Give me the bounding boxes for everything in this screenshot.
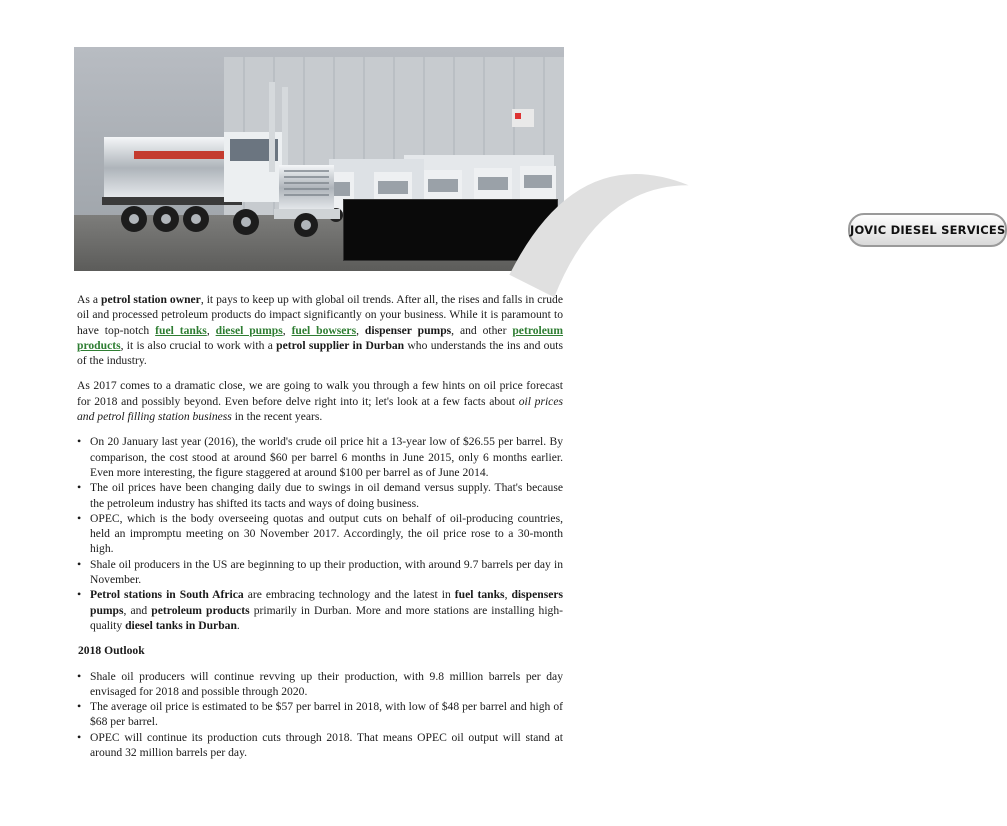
text: , and [123,603,152,617]
article-body [77,292,563,770]
link-diesel-pumps[interactable]: diesel pumps [215,323,283,337]
bold-term: petroleum products [151,603,250,617]
bold-term: diesel tanks in Durban [125,618,237,632]
facts-list [77,434,563,633]
italic-term: oil prices and petrol filling station business [77,394,563,424]
list-item: • Shale oil producers will continue revving up their production, with 9.8 million barrels per day envisaged for 2018 and possible through 2020. [90,669,563,700]
list-item: • OPEC will continue its production cuts through 2018. That means OPEC oil output will stand at around 32 million barrels per day. [90,730,563,761]
text: primarily in Durban. More and more stations are installing high-quality [90,603,563,632]
list-item: • The oil prices have been changing daily due to swings in oil demand versus supply. That's because the petroleum industry has shifted its tacts and ways of doing business. [90,480,563,511]
bold-term: petrol station owner [101,293,201,306]
text: , and other [451,323,513,337]
text: As 2017 comes to a dramatic close, we are going to walk you through a few hints on oil price forecast for 2018 and possibly beyond. Even before delve right into it; let's look at a few facts about [77,379,563,408]
link-fuel-bowsers[interactable]: fuel bowsers [291,323,357,337]
link-petroleum-products[interactable]: petroleum products [77,323,564,352]
list-item: • Shale oil producers in the US are beginning to up their production, with around 9.7 barrels per day in November. [90,557,563,588]
list-item [90,587,563,633]
text: who understands the ins and outs of the industry. [77,338,564,368]
list-item: • On 20 January last year (2016), the world's crude oil price hit a 13-year low of $26.55 per barrel. By comparison, the cost stood at around $60 per barrel 6 months in June 2015, only 6 months earlier. Even more interesting, the figure staggered at around $100 per barrel as of June 2014. [90,434,563,480]
intro-paragraph [77,292,563,368]
text: , it pays to keep up with global oil trends. After all, the rises and falls in crude oil and processed petroleum products do impact significantly on your business. While it is paramount to have top-notch [77,293,563,337]
bold-term: dispensers pumps [90,588,564,617]
text: . [236,618,240,632]
outlook-list [77,669,563,761]
bold-term: petrol supplier in Durban [276,338,405,352]
forecast-paragraph [77,378,563,424]
section-heading: 2018 Outlook [78,644,145,658]
text: , [206,323,216,337]
logo-text: JOVIC DIESEL SERVICES [848,213,1007,247]
text: As a [77,293,102,306]
bold-term: Petrol stations in South Africa [90,588,244,602]
bold-term: dispenser pumps [364,323,452,337]
text: in the recent years. [231,410,323,424]
list-item: • OPEC, which is the body overseeing quotas and output cuts on behalf of oil-producing countries, held an impromptu meeting on 30 November 2017. Accordingly, the oil price rose to a 30-month high. [90,511,563,557]
text: are embracing technology and the latest in [243,588,455,602]
list-item: • The average oil price is estimated to be $57 per barrel in 2018, with low of $48 per barrel and high of $68 per barrel. [90,699,563,730]
link-fuel-tanks[interactable]: fuel tanks [155,323,207,337]
hero-photo [74,47,1006,271]
text: , [504,588,512,602]
jovic-diesel-logo [343,199,1006,261]
text: , [356,323,365,337]
text: , it is also crucial to work with a [120,338,277,352]
text: , [282,323,292,337]
bold-term: fuel tanks [454,588,505,602]
